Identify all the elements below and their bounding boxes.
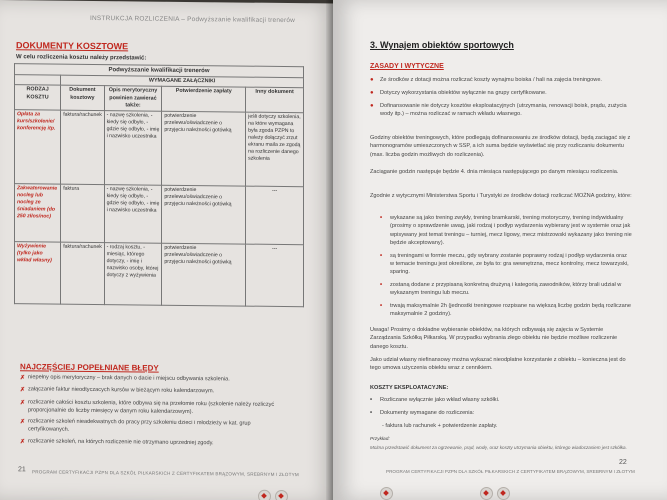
error-text: niepełny opis merytoryczny – brak danych o dacie i miejscu odbywania szkolenia.: [28, 374, 230, 383]
paragraph-hours: Godziny obiektów treningowych, które podlegają dofinansowaniu ze środków dotacji, będą zaciągać się z harmonogramów umieszczonych w SSP, a ich suma będzie wyświetlać się przy rozliczaniu dokumentu (max. liczba godzin możliwych do rozliczenia).: [370, 135, 631, 158]
cell-payment: potwierdzenie przelewu/oświadczenie o przyjęciu należności gotówką: [162, 111, 246, 186]
example-label: Przykład:: [370, 437, 390, 442]
rules-bullets: [370, 76, 632, 123]
bullet-text: Ze środków z dotacji można rozliczać koszty wynajmu boiska / hali na zajęcia treningowe.: [380, 77, 602, 83]
requirements-table: [14, 63, 304, 307]
bullet-text: wykazane są jako trening zwykły, trening bramkarski, trening motoryczny, trening indywidualny (prosimy o sprawdzenie uwag, jaki rodzaj i podłyp wydarzenia wybierany jest w systemie oraz jak wpisywany jest temat treningu – turniej, mecz ligowy, mecz mistrzowski wykazany jako trening nie będzie akceptowany).: [390, 215, 632, 247]
list-item: [20, 387, 278, 398]
cell-doc: faktura/rachunek: [61, 242, 104, 304]
bullet-text: trwają maksymalnie 2h (jednostki treningowe rozpisane na większą liczbę godzin będą rozliczane maksymalnie 2 godziny).: [390, 302, 631, 317]
paragraph-date: Zaciąganie godzin następuje będzie 4. dnia miesiąca następującego po danym miesiącu rozliczenia.: [370, 169, 619, 175]
error-text: rozliczanie całości kosztu szkolenia, które odbywa się na przełomie roku (szkolenie należy rozliczyć proporcjonalnie do liczby miesięcy w danym roku kalendarzowym).: [28, 399, 275, 415]
section-title-rental: 3. Wynajem obiektów sportowych: [370, 40, 514, 50]
bullet-text: Dotyczy wykorzystania obiektów wyłącznie na grupy certyfikowane.: [380, 90, 547, 96]
table-subtitle: WYMAGANE ZAŁĄCZNIKI: [61, 75, 304, 88]
list-item: [370, 102, 632, 119]
section-title-errors: NAJCZĘŚCIEJ POPEŁNIANE BŁĘDY: [20, 362, 159, 373]
bullet-icon: •: [380, 215, 383, 221]
list-item: [20, 419, 278, 437]
cell-doc: faktura: [61, 184, 104, 242]
badge-icon: [275, 489, 288, 500]
list-item: [370, 76, 632, 85]
note-object: Uwaga! Prosimy o dokładne wybieranie obiektów, na których odbywają się zajęcia w Systemie Zarządzania Szkółką Piłkarską. W przypadku wybrania złego obiektu nie będzie możliwe rozliczenie danego kosztu.: [370, 327, 618, 350]
footer-logos: [480, 486, 514, 500]
errors-list: [20, 374, 278, 453]
table-row: [15, 110, 304, 187]
col-header: Potwierdzenie zapłaty: [162, 87, 246, 113]
bullet-icon: ●: [370, 103, 374, 109]
list-item: [20, 374, 278, 385]
bullet-icon: •: [380, 281, 383, 288]
badge-icon: [480, 487, 493, 500]
cell-cost: Wyżywienie (tylko jako wkład własny): [15, 242, 61, 304]
page-footer: PROGRAM CERTYFIKACJI PZPN DLA SZKÓŁ PIŁKARSKICH Z CERTYFIKATEM BRĄZOWYM, SREBRNYM I ZŁOTYM: [386, 469, 635, 474]
col-header: Opis merytoryczny powinien zawierać także:: [104, 86, 162, 111]
error-text: załączanie faktur nieodtyczacych kursów w bieżącym roku kalendarzowym.: [28, 386, 215, 395]
cell-other: ---: [246, 186, 304, 245]
cell-cost: Zakwaterowanie nocleg lub nocleg ze śniadaniem (do 250 zł/os/noc): [15, 184, 61, 242]
cell-other: jeśli dotyczy szkolenia, na które wymagana była zgoda PZPN to należy dołączyć zrzut ekranu maila ze zgodą na rozliczenie danego szkolenia: [246, 112, 304, 187]
bullet-text: Dofinansowanie nie dotyczy kosztów eksploatacyjnych (utrzymania, renowacji boisk, prądu, zużycia wody itp.) – można rozliczać w ramach wkładu własnego.: [380, 103, 627, 118]
paragraph-ministry: Zgodnie z wytycznymi Ministerstwa Sportu i Turystyki ze środków dotacji rozliczać MOŻNA godziny, które:: [370, 193, 632, 199]
cell-payment: potwierdzenie przelewu/oświadczenie o przyjęciu należności gotówką: [162, 243, 246, 306]
error-text: rozliczanie szkoleń, na których rozliczenie nie otrzymano uprzedniej zgody.: [28, 438, 214, 447]
intro-text: W celu rozliczenia kosztu należy przedstawić:: [16, 54, 147, 62]
bullet-icon: ●: [370, 90, 374, 96]
list-item: [20, 438, 278, 449]
list-item: [370, 409, 632, 418]
list-item: [370, 89, 632, 98]
example-text: Można przedstawić dokument za ogrzewanie, prąd, wodę, oraz koszty utrzymania obiektu, którego wiadoczasiem jest szkółka.: [370, 445, 627, 450]
bullet-icon: •: [380, 252, 383, 259]
list-item: [380, 281, 632, 298]
col-header: RODZAJ KOSZTU: [15, 85, 61, 110]
cell-other: ---: [246, 244, 304, 307]
bullet-icon: •: [370, 410, 373, 416]
cell-desc: - rodzaj kosztu, - miesiąc, którego dotyczy, - imię i nazwisko osoby, której dotyczy z wyżywienia: [104, 243, 162, 306]
costs-title: KOSZTY EKSPLOATACYJNE:: [370, 385, 449, 391]
page-number: 21: [18, 466, 26, 474]
hours-bullets: [380, 214, 632, 322]
error-text: rozliczanie szkoleń nieadekwatnych do pracy przy szkoleniu dzieci i młodzieży w kat. grup certyfikowanych.: [28, 418, 251, 434]
cell-doc: faktura/rachunek: [61, 110, 104, 184]
badge-icon: [380, 487, 393, 500]
badge-icon: [258, 489, 271, 500]
subsection-title: ZASADY I WYTYCZNE: [370, 63, 444, 70]
x-mark-icon: ✗: [20, 387, 26, 394]
note-own-contribution: Jako udział własny niefinansowy można wykazać nieodpłatne korzystanie z obiektu – konieczna jest do tego umowa użyczenia obiektu wraz z cennikiem.: [370, 357, 626, 372]
bullet-icon: •: [380, 302, 383, 309]
section-title-costs: DOKUMENTY KOSZTOWE: [16, 40, 129, 52]
table-row: [15, 242, 304, 307]
bullet-icon: ●: [370, 77, 374, 83]
list-item: [370, 396, 632, 405]
x-mark-icon: ✗: [20, 400, 26, 407]
table-row: [15, 184, 304, 245]
list-item: [20, 399, 278, 417]
bullet-text: są treningami w formie meczu, gdy wybrany zostanie poprawny rodzaj i podłyp wydarzenia oraz w temacie treningu jest określone, ze była to: gra wewnętrzna, mecz kontrolny, mecz towarzyski, sparing.: [390, 252, 629, 276]
bullet-text: Dokumenty wymagane do rozliczenia:: [380, 410, 475, 416]
footer-logos: [380, 486, 397, 500]
footer-logos: [258, 489, 292, 500]
cell-payment: potwierdzenie przelewu/oświadczenie o przyjęciu należności gotówką: [162, 185, 246, 244]
costs-list: [370, 396, 632, 430]
list-item: [380, 252, 632, 277]
list-item: [380, 302, 632, 319]
page-number: 22: [619, 459, 627, 466]
cell-desc: - nazwę szkolenia, - kiedy się odbyło, - gdzie się odbyło, - imię i nazwisko uczestnika: [104, 111, 162, 186]
list-item: [380, 214, 632, 248]
costs-doc: - faktura lub rachunek + potwierdzenie zapłaty.: [382, 423, 498, 429]
running-header: INSTRUKCJA ROZLICZENIA – Podwyższanie kwalifikacji trenerów: [90, 14, 296, 25]
x-mark-icon: ✗: [20, 375, 26, 382]
bullet-icon: •: [370, 397, 373, 403]
page-footer: PROGRAM CERTYFIKACJI PZPN DLA SZKÓŁ PIŁKARSKICH Z CERTYFIKATEM BRĄZOWYM, SREBRNYM I ZŁOTYM: [32, 469, 299, 478]
col-header: Dokument kosztowy: [61, 86, 104, 111]
table-title: Podwyższanie kwalifikacji trenerów: [15, 64, 304, 78]
bullet-text: zostaną dodane z przypisaną konkretną drużyną i kategorią zawodników, którzy brali udział w wykazanym treningu lub meczu.: [390, 281, 622, 297]
table-header-row: [15, 85, 304, 113]
cell-desc: - nazwę szkolenia, - kiedy się odbyło, - gdzie się odbyło, - imię i nazwisko uczestnika: [104, 185, 162, 244]
x-mark-icon: ✗: [20, 419, 26, 426]
col-header: Inny dokument: [246, 87, 304, 112]
cell-cost: Opłata za kurs/szkolenie/ konferencję itp.: [15, 110, 61, 184]
badge-icon: [497, 487, 510, 500]
x-mark-icon: ✗: [20, 439, 26, 446]
bullet-text: Rozliczane wyłącznie jako wkład własny szkółki.: [380, 397, 500, 403]
